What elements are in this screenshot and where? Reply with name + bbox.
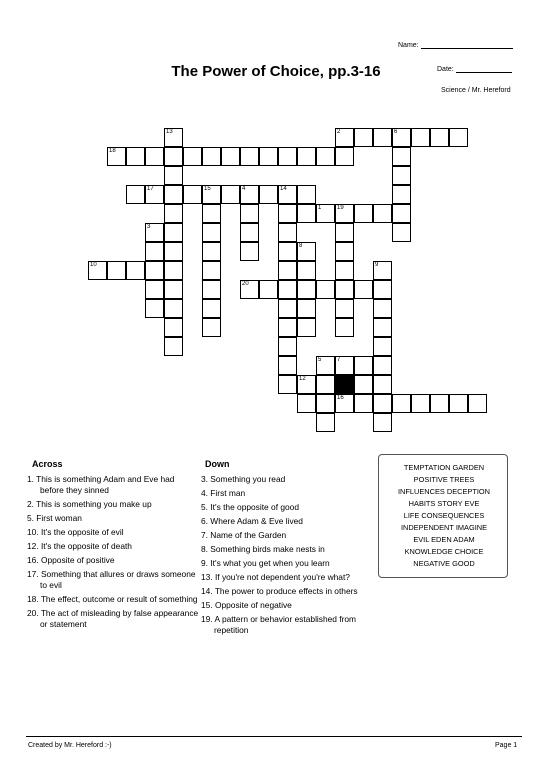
clue-number: 2 xyxy=(337,129,341,135)
clue-number: 5 xyxy=(318,357,322,363)
crossword-cell[interactable] xyxy=(240,147,259,166)
crossword-cell[interactable] xyxy=(392,204,411,223)
crossword-cell[interactable] xyxy=(392,166,411,185)
crossword-cell[interactable] xyxy=(278,299,297,318)
crossword-cell[interactable] xyxy=(164,280,183,299)
word-bank-line: LIFE CONSEQUENCES xyxy=(403,511,485,520)
crossword-cell[interactable] xyxy=(354,128,373,147)
crossword-cell[interactable] xyxy=(202,185,221,204)
down-clue: 13. If you're not dependent you're what? xyxy=(201,572,350,582)
word-bank-line: EVIL EDEN ADAM xyxy=(413,535,475,544)
crossword-cell[interactable] xyxy=(164,128,183,147)
crossword-cell[interactable] xyxy=(164,185,183,204)
down-clue: 14. The power to produce effects in others xyxy=(201,586,358,596)
crossword-cell[interactable] xyxy=(107,147,126,166)
crossword-cell[interactable] xyxy=(126,261,145,280)
crossword-cell[interactable] xyxy=(373,356,392,375)
clue-number: 13 xyxy=(166,129,173,135)
down-clue: 3. Something you read xyxy=(201,474,286,484)
crossword-cell[interactable] xyxy=(221,147,240,166)
word-bank-line: HABITS STORY EVE xyxy=(408,499,480,508)
word-bank-line: KNOWLEDGE CHOICE xyxy=(404,547,484,556)
crossword-cell[interactable] xyxy=(297,261,316,280)
crossword-cell[interactable] xyxy=(297,375,316,394)
crossword-cell[interactable] xyxy=(354,356,373,375)
crossword-cell[interactable] xyxy=(297,299,316,318)
crossword-cell[interactable] xyxy=(373,280,392,299)
crossword-cell[interactable] xyxy=(316,147,335,166)
crossword-cell[interactable] xyxy=(449,128,468,147)
date-label: Date: xyxy=(437,66,454,73)
crossword-cell[interactable] xyxy=(126,147,145,166)
crossword-cell[interactable] xyxy=(297,242,316,261)
down-clue: 15. Opposite of negative xyxy=(201,600,292,610)
crossword-cell[interactable] xyxy=(335,147,354,166)
crossword-cell[interactable] xyxy=(373,413,392,432)
crossword-cell[interactable] xyxy=(183,147,202,166)
teacher-line: Science / Mr. Hereford xyxy=(441,87,511,94)
crossword-cell[interactable] xyxy=(335,128,354,147)
across-clue: 10. It's the opposite of evil xyxy=(27,527,124,537)
crossword-cell[interactable] xyxy=(373,375,392,394)
name-label: Name: xyxy=(398,42,419,49)
crossword-cell[interactable] xyxy=(392,185,411,204)
clue-number: 7 xyxy=(337,357,341,363)
crossword-cell[interactable] xyxy=(164,242,183,261)
crossword-cell[interactable] xyxy=(126,185,145,204)
crossword-cell[interactable] xyxy=(202,242,221,261)
crossword-cell[interactable] xyxy=(335,394,354,413)
crossword-cell[interactable] xyxy=(392,147,411,166)
clue-number: 15 xyxy=(204,186,211,192)
crossword-cell[interactable] xyxy=(392,128,411,147)
crossword-cell[interactable] xyxy=(449,394,468,413)
clue-number: 17 xyxy=(147,186,154,192)
crossword-cell[interactable] xyxy=(297,280,316,299)
crossword-cell[interactable] xyxy=(240,204,259,223)
crossword-cell[interactable] xyxy=(297,147,316,166)
crossword-cell[interactable] xyxy=(259,147,278,166)
down-heading: Down xyxy=(205,459,230,469)
down-clue: 6. Where Adam & Eve lived xyxy=(201,516,303,526)
crossword-cell[interactable] xyxy=(183,185,202,204)
clue-number: 19 xyxy=(337,205,344,211)
footer-divider xyxy=(26,736,522,737)
crossword-cell[interactable] xyxy=(297,318,316,337)
crossword-cell[interactable] xyxy=(145,242,164,261)
crossword-cell[interactable] xyxy=(278,147,297,166)
crossword-cell[interactable] xyxy=(278,204,297,223)
clue-number: 8 xyxy=(299,243,303,249)
word-bank-line: POSITIVE TREES xyxy=(413,475,475,484)
crossword-cell[interactable] xyxy=(145,147,164,166)
crossword-cell[interactable] xyxy=(354,375,373,394)
word-bank-line: NEGATIVE GOOD xyxy=(413,559,475,568)
footer-credit: Created by Mr. Hereford :-) xyxy=(28,742,112,749)
crossword-cell[interactable] xyxy=(335,261,354,280)
crossword-cell[interactable] xyxy=(373,204,392,223)
crossword-cell[interactable] xyxy=(259,280,278,299)
crossword-cell[interactable] xyxy=(240,242,259,261)
across-heading: Across xyxy=(32,459,63,469)
clue-number: 20 xyxy=(242,281,249,287)
crossword-cell[interactable] xyxy=(278,261,297,280)
crossword-cell[interactable] xyxy=(373,318,392,337)
crossword-cell[interactable] xyxy=(145,185,164,204)
across-clue: 12. It's the opposite of death xyxy=(27,541,132,551)
crossword-cell[interactable] xyxy=(240,185,259,204)
across-clue: 18. The effect, outcome or result of something xyxy=(27,594,198,604)
crossword-cell[interactable] xyxy=(202,280,221,299)
crossword-cell[interactable] xyxy=(297,185,316,204)
clue-number: 4 xyxy=(242,186,246,192)
crossword-cell[interactable] xyxy=(468,394,487,413)
down-clue: 7. Name of the Garden xyxy=(201,530,287,540)
footer-page-number: Page 1 xyxy=(495,742,518,749)
clue-number: 10 xyxy=(90,262,97,268)
crossword-cell[interactable] xyxy=(430,394,449,413)
crossword-cell[interactable] xyxy=(316,375,335,394)
crossword-cell[interactable] xyxy=(354,204,373,223)
crossword-cell[interactable] xyxy=(278,280,297,299)
word-bank xyxy=(378,454,508,578)
word-bank-line: INFLUENCES DECEPTION xyxy=(398,487,490,496)
crossword-cell[interactable] xyxy=(164,261,183,280)
crossword-cell[interactable] xyxy=(164,299,183,318)
clue-number: 18 xyxy=(109,148,116,154)
across-clue: 16. Opposite of positive xyxy=(27,555,115,565)
clue-number: 12 xyxy=(299,376,306,382)
crossword-cell[interactable] xyxy=(297,394,316,413)
crossword-cell[interactable] xyxy=(392,223,411,242)
crossword-cell[interactable] xyxy=(335,318,354,337)
crossword-cell[interactable] xyxy=(278,223,297,242)
crossword-cell[interactable] xyxy=(373,261,392,280)
crossword-cell[interactable] xyxy=(335,223,354,242)
crossword-cell[interactable] xyxy=(88,261,107,280)
blocked-cell xyxy=(335,375,354,394)
crossword-cell[interactable] xyxy=(316,394,335,413)
across-clue: 20. The act of misleading by false appearance or statement xyxy=(27,608,199,629)
across-clue: 5. First woman xyxy=(27,513,82,523)
crossword-cell[interactable] xyxy=(316,204,335,223)
crossword-cell[interactable] xyxy=(164,147,183,166)
crossword-cell[interactable] xyxy=(278,242,297,261)
clue-number: 16 xyxy=(337,395,344,401)
clue-number: 14 xyxy=(280,186,287,192)
down-clue: 4. First man xyxy=(201,488,246,498)
crossword-cell[interactable] xyxy=(278,318,297,337)
down-clue: 5. It's the opposite of good xyxy=(201,502,299,512)
crossword-cell[interactable] xyxy=(297,204,316,223)
page-title: The Power of Choice, pp.3-16 xyxy=(171,63,381,80)
across-clue: 1. This is something Adam and Eve had before they sinned xyxy=(27,474,175,495)
crossword-cell[interactable] xyxy=(335,299,354,318)
crossword-cell[interactable] xyxy=(354,394,373,413)
crossword-cell[interactable] xyxy=(316,356,335,375)
crossword-cell[interactable] xyxy=(392,394,411,413)
clue-number: 1 xyxy=(318,205,322,211)
across-clue: 17. Something that allures or draws someone to evil xyxy=(27,569,196,590)
crossword-cell[interactable] xyxy=(164,337,183,356)
clue-number: 3 xyxy=(147,224,151,230)
crossword-cell[interactable] xyxy=(202,147,221,166)
crossword-cell[interactable] xyxy=(164,223,183,242)
crossword-cell[interactable] xyxy=(335,204,354,223)
down-clue: 19. A pattern or behavior established from repetition xyxy=(201,614,357,635)
down-clue: 8. Something birds make nests in xyxy=(201,544,325,554)
crossword-cell[interactable] xyxy=(202,204,221,223)
crossword-cell[interactable] xyxy=(411,128,430,147)
crossword-cell[interactable] xyxy=(164,318,183,337)
crossword-cell[interactable] xyxy=(259,185,278,204)
crossword-cell[interactable] xyxy=(107,261,126,280)
crossword-cell[interactable] xyxy=(278,375,297,394)
crossword-cell[interactable] xyxy=(202,223,221,242)
crossword-cell[interactable] xyxy=(335,280,354,299)
crossword-cell[interactable] xyxy=(164,204,183,223)
crossword-cell[interactable] xyxy=(202,261,221,280)
crossword-cell[interactable] xyxy=(354,280,373,299)
crossword-cell[interactable] xyxy=(145,223,164,242)
crossword-cell[interactable] xyxy=(202,299,221,318)
crossword-cell[interactable] xyxy=(373,337,392,356)
crossword-cell[interactable] xyxy=(316,413,335,432)
crossword-cell[interactable] xyxy=(430,128,449,147)
crossword-cell[interactable] xyxy=(335,242,354,261)
crossword-cell[interactable] xyxy=(373,299,392,318)
crossword-cell[interactable] xyxy=(278,185,297,204)
crossword-cell[interactable] xyxy=(240,223,259,242)
crossword-cell[interactable] xyxy=(145,261,164,280)
word-bank-line: TEMPTATION GARDEN xyxy=(403,463,485,472)
crossword-cell[interactable] xyxy=(221,185,240,204)
crossword-cell[interactable] xyxy=(145,280,164,299)
crossword-cell[interactable] xyxy=(278,356,297,375)
crossword-cell[interactable] xyxy=(411,394,430,413)
word-bank-line: INDEPENDENT IMAGINE xyxy=(400,523,488,532)
crossword-cell[interactable] xyxy=(373,394,392,413)
crossword-cell[interactable] xyxy=(316,280,335,299)
crossword-cell[interactable] xyxy=(335,356,354,375)
crossword-cell[interactable] xyxy=(164,166,183,185)
crossword-cell[interactable] xyxy=(145,299,164,318)
crossword-cell[interactable] xyxy=(202,318,221,337)
clue-number: 9 xyxy=(375,262,379,268)
crossword-cell[interactable] xyxy=(240,280,259,299)
crossword-cell[interactable] xyxy=(278,337,297,356)
down-clue: 9. It's what you get when you learn xyxy=(201,558,330,568)
clue-number: 6 xyxy=(394,129,398,135)
across-clue: 2. This is something you make up xyxy=(27,499,152,509)
crossword-cell[interactable] xyxy=(373,128,392,147)
